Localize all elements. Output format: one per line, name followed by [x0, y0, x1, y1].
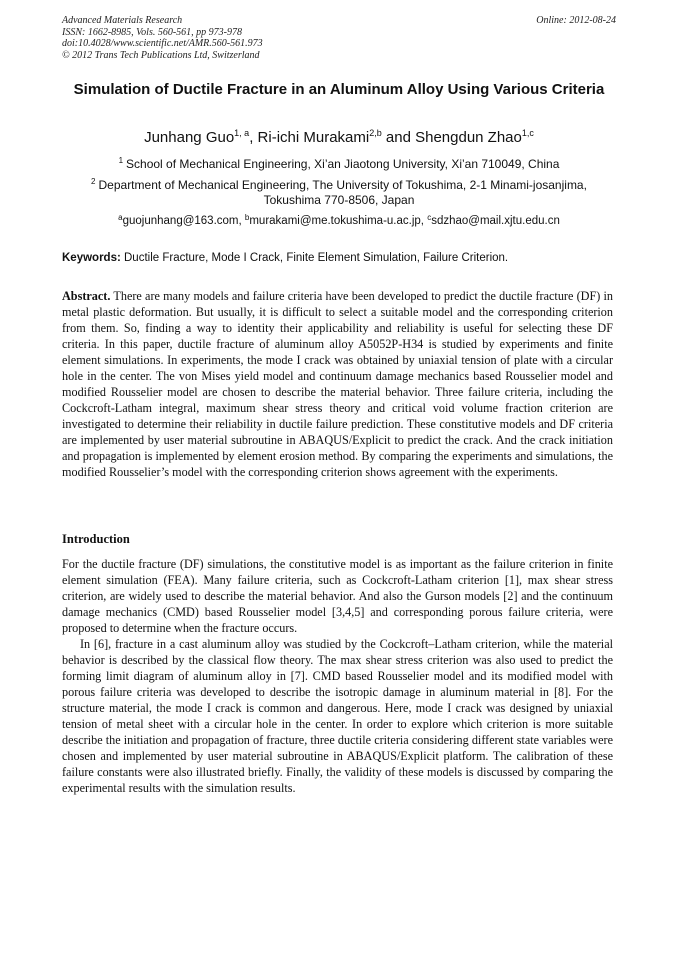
- section-heading-introduction: Introduction: [62, 532, 130, 546]
- affiliation-2: [78, 178, 600, 208]
- introduction-paragraph-2: In [6], fracture in a cast aluminum alloy was studied by the Cockcroft–Latham criterion, while the material behavior is described by the classical flow theory. The max shear stress criterion was also used to predict the forming limit diagram of aluminum alloy in [7]. CMD based Rousselier model and its modified model with porous failure criteria was developed to describe the isotropic damage in aluminum material in [8]. For the structure material, the mode I crack is common and dangerous. Here, mode I crack was designed by uniaxial tension of metal sheet with a circular hole in the center. In order to explore which criterion is more suitable describe the initiation and propagation of fracture, three ductile criteria considering different state variables were chosen and implemented by user material subroutine in ABAQUS/Explicit platform. The calibration of these failure constants were also illustrated briefly. Finally, the validity of these models is discussed by comparing the experimental results with the simulation results.: [62, 637, 613, 795]
- keywords-label: Keywords:: [62, 252, 121, 264]
- author-name: Ri-ichi Murakami: [257, 129, 370, 146]
- issn-line: ISSN: 1662-8985, Vols. 560-561, pp 973-978: [62, 26, 242, 38]
- author-superscript: 2,b: [369, 128, 382, 138]
- author-separator: and: [381, 129, 416, 146]
- journal-header: [62, 15, 616, 61]
- affiliation-number: 2: [91, 177, 96, 186]
- abstract: [62, 288, 613, 480]
- email-separator: ,: [420, 215, 428, 227]
- author-list: [62, 128, 616, 148]
- copyright-line: © 2012 Trans Tech Publications Ltd, Switzerland: [62, 49, 260, 61]
- keywords-text: Ductile Fracture, Mode I Crack, Finite Element Simulation, Failure Criterion.: [124, 252, 509, 264]
- author-name: Shengdun Zhao: [415, 129, 522, 146]
- abstract-text: There are many models and failure criteria have been developed to predict the ductile fracture (DF) in metal plastic deformation. But usually, it is difficult to select a suitable model and the corresponding criterion from them. So, finding a way to identity their applicability and reliability is useful for selecting these DF criteria. In this paper, ductile fracture of aluminum alloy A5052P-H34 is studied by experiments and finite element simulations. In experiments, the mode I crack was obtained by uniaxial tension of plate with a circular hole in the center. The von Mises yield model and continuum damage mechanics based Rousselier model and modified Rousselier model are chosen to describe the material behavior. Three failure criteria, including the Cockcroft-Latham integral, maximum shear stress theory and critical void volume fraction criterion are investigated to determine their reliability in ductile failure prediction. These constitutive models and DF criteria are implemented by user material subroutine in ABAQUS/Explicit to predict the crack. And the crack initiation and propagation is implemented by element erosion method. By comparing the experiments and simulations, the modified Rousselier’s model with the corresponding criterion shows agreement with the experiments.: [62, 289, 613, 479]
- email-list: [62, 214, 616, 229]
- email-address[interactable]: murakami@me.tokushima-u.ac.jp: [249, 215, 421, 227]
- email-address[interactable]: guojunhang@163.com: [122, 215, 239, 227]
- email-superscript: c: [427, 213, 432, 222]
- author-name: Junhang Guo: [144, 129, 235, 146]
- affiliation-text: Department of Mechanical Engineering, The University of Tokushima, 2-1 Minami-josanjima, Tokushima 770-8506, Japan: [98, 178, 587, 207]
- email-superscript: b: [244, 213, 250, 222]
- email-address[interactable]: sdzhao@mail.xjtu.edu.cn: [431, 215, 560, 227]
- email-separator: ,: [238, 215, 245, 227]
- paper-title: Simulation of Ductile Fracture in an Aluminum Alloy Using Various Criteria: [73, 81, 605, 98]
- author-separator: ,: [249, 129, 258, 146]
- journal-name: Advanced Materials Research: [62, 15, 183, 26]
- affiliation-number: 1: [118, 156, 124, 165]
- doi-line: doi:10.4028/www.scientific.net/AMR.560-561.973: [62, 38, 263, 49]
- affiliation-1: [62, 157, 616, 172]
- author-superscript: 1, a: [234, 128, 250, 138]
- abstract-label: Abstract.: [62, 289, 111, 303]
- introduction-paragraph-1: For the ductile fracture (DF) simulations, the constitutive model is as important as the failure criterion in finite element simulation (FEA). Many failure criteria, such as Cockcroft-Latham criterion [1], max shear stress criterion, are widely used to describe the material behavior. And also the Gurson models [2] and the continuum damage mechanics (CMD) based Rousselier model [3,4,5] and corresponding porous failure criteria, were proposed to determine when the fracture occurs.: [62, 557, 613, 635]
- keywords: [62, 251, 616, 265]
- affiliation-text: School of Mechanical Engineering, Xi’an Jiaotong University, Xi’an 710049, China: [126, 157, 560, 171]
- author-superscript: 1,c: [521, 128, 534, 138]
- online-date: Online: 2012-08-24: [536, 15, 616, 26]
- email-superscript: a: [118, 213, 123, 222]
